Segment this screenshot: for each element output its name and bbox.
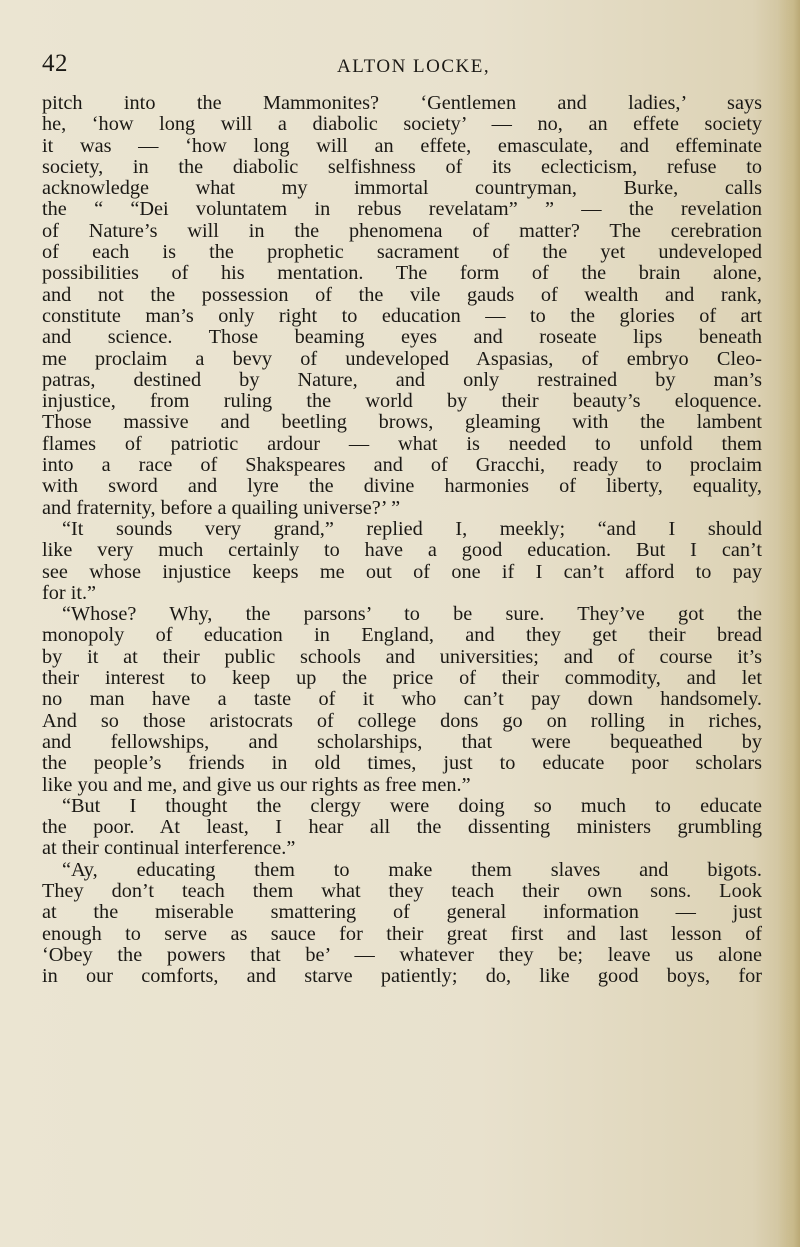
text-line: patras, destined by Nature, and only restrained by man’s [42, 368, 762, 391]
text-line: me proclaim a bevy of undeveloped Aspasias, of embryo Cleo- [42, 347, 762, 370]
text-line: injustice, from ruling the world by their beauty’s eloquence. [42, 390, 762, 413]
text-line: “Whose? Why, the parsons’ to be sure. They’ve got the [62, 603, 762, 626]
text-line: monopoly of education in England, and they get their bread [42, 624, 762, 647]
text-line: for it.” [42, 581, 97, 604]
text-line: ‘Obey the powers that be’ — whatever they be; leave us alone [42, 943, 762, 966]
text-line: constitute man’s only right to education — to the glories of art [42, 304, 762, 327]
text-line: and fraternity, before a quailing universe?’ ” [42, 496, 401, 519]
text-line: the poor. At least, I hear all the dissenting ministers grumbling [42, 816, 762, 839]
page-header [0, 50, 800, 90]
text-line: by it at their public schools and universities; and of course it’s [42, 645, 762, 668]
text-line: and science. Those beaming eyes and roseate lips beneath [42, 326, 762, 349]
text-line: pitch into the Mammonites? ‘Gentlemen and ladies,’ says [42, 92, 762, 114]
text-line: They don’t teach them what they teach their own sons. Look [42, 879, 762, 902]
body-text [42, 93, 762, 987]
text-line: society, in the diabolic selfishness of its eclecticism, refuse to [42, 155, 762, 178]
text-line: and fellowships, and scholarships, that were bequeathed by [42, 730, 762, 753]
text-line: And so those aristocrats of college dons go on rolling in riches, [42, 709, 762, 732]
text-line: like very much certainly to have a good education. But I can’t [42, 539, 762, 562]
page-edge-shadow [778, 0, 800, 1247]
text-line: “It sounds very grand,” replied I, meekly; “and I should [62, 517, 762, 540]
text-line: their interest to keep up the price of their commodity, and let [42, 667, 762, 690]
running-head: ALTON LOCKE, [337, 56, 491, 77]
text-line: the “ “Dei voluntatem in rebus revelatam” ” — the revelation [42, 198, 762, 221]
text-line: in our comforts, and starve patiently; do, like good boys, for [42, 965, 762, 988]
text-line: he, ‘how long will a diabolic society’ — no, an effete society [42, 113, 762, 136]
page-number: 42 [42, 50, 68, 77]
text-line: flames of patriotic ardour — what is needed to unfold them [42, 432, 762, 455]
text-line: of each is the prophetic sacrament of the yet undeveloped [42, 241, 762, 264]
text-line: possibilities of his mentation. The form of the brain alone, [42, 262, 762, 285]
text-line: at their continual interference.” [42, 837, 296, 860]
text-line: no man have a taste of it who can’t pay down handsomely. [42, 688, 762, 711]
text-line: see whose injustice keeps me out of one if I can’t afford to pay [42, 560, 762, 583]
text-line: and not the possession of the vile gauds of wealth and rank, [42, 283, 762, 306]
text-line: “But I thought the clergy were doing so much to educate [62, 794, 762, 817]
text-line: it was — ‘how long will an effete, emasculate, and effeminate [42, 134, 762, 157]
text-line: at the miserable smattering of general information — just [42, 901, 762, 924]
text-line: of Nature’s will in the phenomena of matter? The cerebration [42, 219, 762, 242]
text-line: the people’s friends in old times, just to educate poor scholars [42, 752, 762, 775]
text-line: Those massive and beetling brows, gleaming with the lambent [42, 411, 762, 434]
text-line: into a race of Shakspeares and of Gracchi, ready to proclaim [42, 454, 762, 477]
text-line: “Ay, educating them to make them slaves and bigots. [62, 858, 762, 881]
text-line: acknowledge what my immortal countryman, Burke, calls [42, 177, 762, 200]
text-line: with sword and lyre the divine harmonies of liberty, equality, [42, 475, 762, 498]
text-line: like you and me, and give us our rights as free men.” [42, 773, 471, 796]
text-line: enough to serve as sauce for their great first and last lesson of [42, 922, 762, 945]
